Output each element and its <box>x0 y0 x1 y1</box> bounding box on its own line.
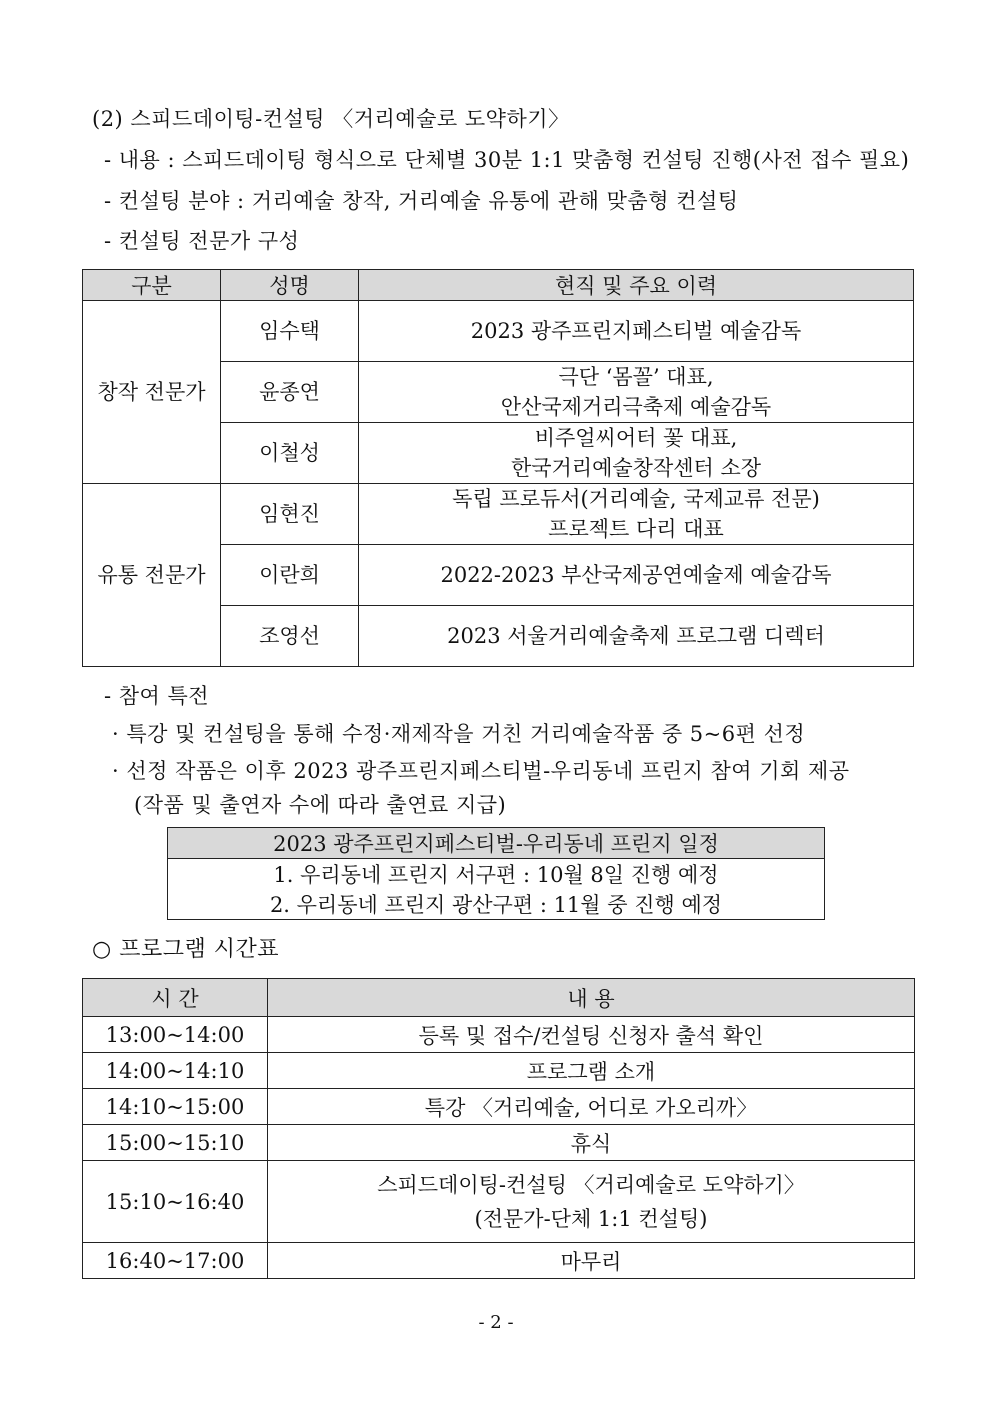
experts-table <box>82 269 914 667</box>
header-career: 현직 및 주요 이력 <box>359 270 914 301</box>
time-cell: 13:00~14:00 <box>83 1017 268 1053</box>
time-cell: 15:00~15:10 <box>83 1125 268 1161</box>
expert-career <box>359 423 914 484</box>
career-line: 2022-2023 부산국제공연예술제 예술감독 <box>440 563 832 587</box>
time-cell: 14:00~14:10 <box>83 1053 268 1089</box>
header-name: 성명 <box>221 270 359 301</box>
table-row <box>83 1017 915 1053</box>
table-row <box>83 1053 915 1089</box>
benefit-note: (작품 및 출연자 수에 따라 출연료 지급) <box>134 793 507 817</box>
career-line: 안산국제거리극축제 예술감독 <box>500 395 772 419</box>
career-line: 프로젝트 다리 대표 <box>548 517 724 541</box>
expert-name: 조영선 <box>221 606 359 667</box>
page-number: - 2 - <box>478 1312 514 1333</box>
fringe-item: 1. 우리동네 프린지 서구편 : 10월 8일 진행 예정 <box>168 859 825 890</box>
content-cell: 휴식 <box>268 1125 915 1161</box>
table-row <box>83 301 914 362</box>
expert-name: 이란희 <box>221 545 359 606</box>
expert-career <box>359 362 914 423</box>
content-cell: 프로그램 소개 <box>268 1053 915 1089</box>
timetable-header-row <box>83 979 915 1017</box>
content-cell: 등록 및 접수/컨설팅 신청자 출석 확인 <box>268 1017 915 1053</box>
table-row <box>83 484 914 545</box>
expert-name: 임수택 <box>221 301 359 362</box>
category-distribution: 유통 전문가 <box>83 484 221 667</box>
detail-experts: - 컨설팅 전문가 구성 <box>104 229 300 253</box>
detail-field: - 컨설팅 분야 : 거리예술 창작, 거리예술 유통에 관해 맞춤형 컨설팅 <box>104 189 739 213</box>
header-content: 내 용 <box>268 979 915 1017</box>
content-cell: 특강 〈거리예술, 어디로 가오리까〉 <box>268 1089 915 1125</box>
content-cell: 마무리 <box>268 1243 915 1279</box>
expert-name: 임현진 <box>221 484 359 545</box>
content-cell <box>268 1161 915 1243</box>
table-row <box>83 1243 915 1279</box>
detail-content: - 내용 : 스피드데이팅 형식으로 단체별 30분 1:1 맞춤형 컨설팅 진행(사전 접수 필요) <box>104 148 910 172</box>
speed-dating-heading: (2) 스피드데이팅-컨설팅 〈거리예술로 도약하기〉 <box>92 107 570 131</box>
table-row <box>83 1089 915 1125</box>
fringe-header-row <box>168 828 825 859</box>
fringe-title: 2023 광주프린지페스티벌-우리동네 프린지 일정 <box>168 828 825 859</box>
expert-name: 윤종연 <box>221 362 359 423</box>
content-line: (전문가-단체 1:1 컨설팅) <box>474 1206 708 1231</box>
career-line: 독립 프로듀서(거리예술, 국제교류 전문) <box>452 487 820 511</box>
fringe-item: 2. 우리동네 프린지 광산구편 : 11월 중 진행 예정 <box>168 889 825 920</box>
career-line: 2023 서울거리예술축제 프로그램 디렉터 <box>447 624 825 648</box>
career-line: 한국거리예술창작센터 소장 <box>510 456 762 480</box>
category-creation: 창작 전문가 <box>83 301 221 484</box>
program-timetable <box>82 978 915 1279</box>
benefit-item: · 선정 작품은 이후 2023 광주프린지페스티벌-우리동네 프린지 참여 기회 제공 <box>112 759 850 783</box>
career-line: 극단 ‘몸꼴’ 대표, <box>558 365 714 389</box>
career-line: 2023 광주프린지페스티벌 예술감독 <box>470 319 802 343</box>
time-cell: 15:10~16:40 <box>83 1161 268 1243</box>
benefit-item: · 특강 및 컨설팅을 통해 수정·재제작을 거친 거리예술작품 중 5~6편 선정 <box>112 722 806 746</box>
career-line: 비주얼씨어터 꽃 대표, <box>534 426 738 450</box>
fringe-schedule-box <box>167 827 825 920</box>
time-cell: 16:40~17:00 <box>83 1243 268 1279</box>
timetable-section-title: ○ 프로그램 시간표 <box>92 937 279 962</box>
expert-name: 이철성 <box>221 423 359 484</box>
header-category: 구분 <box>83 270 221 301</box>
expert-career <box>359 606 914 667</box>
expert-career <box>359 484 914 545</box>
benefits-title: - 참여 특전 <box>104 684 210 708</box>
table-row <box>83 1125 915 1161</box>
table-row <box>83 1161 915 1243</box>
list-item <box>168 889 825 920</box>
list-item <box>168 859 825 890</box>
experts-header-row <box>83 270 914 301</box>
header-time: 시 간 <box>83 979 268 1017</box>
time-cell: 14:10~15:00 <box>83 1089 268 1125</box>
content-line: 스피드데이팅-컨설팅 〈거리예술로 도약하기〉 <box>377 1172 805 1197</box>
expert-career <box>359 545 914 606</box>
expert-career <box>359 301 914 362</box>
